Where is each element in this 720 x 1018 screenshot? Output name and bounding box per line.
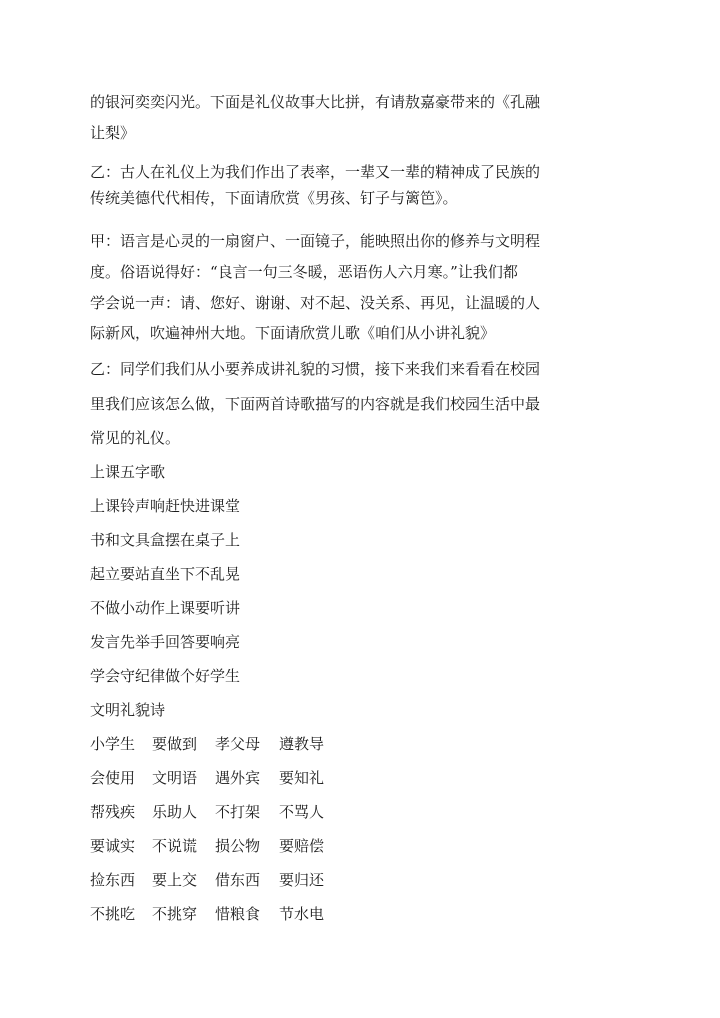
poem-phrase: 会使用 (90, 769, 136, 787)
poem-line: 学会守纪律做个好学生 (90, 667, 241, 685)
poem-phrase: 要归还 (279, 871, 325, 889)
text-line: 际新风，吹遍神州大地。下面请欣赏儿歌《咱们从小讲礼貌》 (90, 324, 496, 342)
poem-phrase: 文明语 (152, 769, 198, 787)
poem-phrase: 惜粮食 (215, 905, 261, 923)
poem-phrase: 孝父母 (215, 735, 261, 753)
poem-phrase: 借东西 (215, 871, 261, 889)
poem-phrase: 遇外宾 (215, 769, 261, 787)
text-line: 常见的礼仪。 (90, 429, 181, 447)
poem-phrase: 要诚实 (90, 837, 136, 855)
text-line: 乙：古人在礼仪上为我们作出了表率，一辈又一辈的精神成了民族的 (90, 163, 541, 181)
poem-phrase: 要赔偿 (279, 837, 325, 855)
poem-phrase: 小学生 (90, 735, 136, 753)
poem-phrase: 损公物 (215, 837, 261, 855)
poem-line: 书和文具盒摆在桌子上 (90, 531, 241, 549)
text-line: 让梨》 (90, 124, 136, 142)
poem-phrase: 捡东西 (90, 871, 136, 889)
poem-title: 上课五字歌 (90, 463, 166, 481)
poem-phrase: 不打架 (215, 803, 261, 821)
poem-phrase: 帮残疾 (90, 803, 136, 821)
poem-phrase: 不挑穿 (152, 905, 198, 923)
poem-line: 发言先举手回答要响亮 (90, 633, 241, 651)
poem-title: 文明礼貌诗 (90, 701, 166, 719)
text-line: 里我们应该怎么做，下面两首诗歌描写的内容就是我们校园生活中最 (90, 395, 541, 413)
text-line: 乙：同学们我们从小要养成讲礼貌的习惯，接下来我们来看看在校园 (90, 360, 541, 378)
poem-phrase: 要上交 (152, 871, 198, 889)
poem-line: 不做小动作上课要听讲 (90, 599, 241, 617)
poem-line: 上课铃声响赶快进课堂 (90, 497, 241, 515)
text-line: 甲：语言是心灵的一扇窗户、一面镜子，能映照出你的修养与文明程 (90, 232, 541, 250)
text-line: 度。俗语说得好：“良言一句三冬暖，恶语伤人六月寒。”让我们都 (90, 263, 518, 281)
text-line: 学会说一声：请、您好、谢谢、对不起、没关系、再见，让温暖的人 (90, 294, 541, 312)
text-line: 的银河奕奕闪光。下面是礼仪故事大比拼，有请敖嘉豪带来的《孔融 (90, 93, 541, 111)
poem-phrase: 要知礼 (279, 769, 325, 787)
text-line: 传统美德代代相传，下面请欣赏《男孩、钉子与篱笆》。 (90, 189, 458, 207)
poem-phrase: 节水电 (279, 905, 325, 923)
poem-phrase: 乐助人 (152, 803, 198, 821)
poem-phrase: 不说谎 (152, 837, 198, 855)
poem-phrase: 遵教导 (279, 735, 325, 753)
poem-phrase: 不挑吃 (90, 905, 136, 923)
poem-line: 起立要站直坐下不乱晃 (90, 565, 241, 583)
poem-phrase: 要做到 (152, 735, 198, 753)
poem-phrase: 不骂人 (279, 803, 325, 821)
